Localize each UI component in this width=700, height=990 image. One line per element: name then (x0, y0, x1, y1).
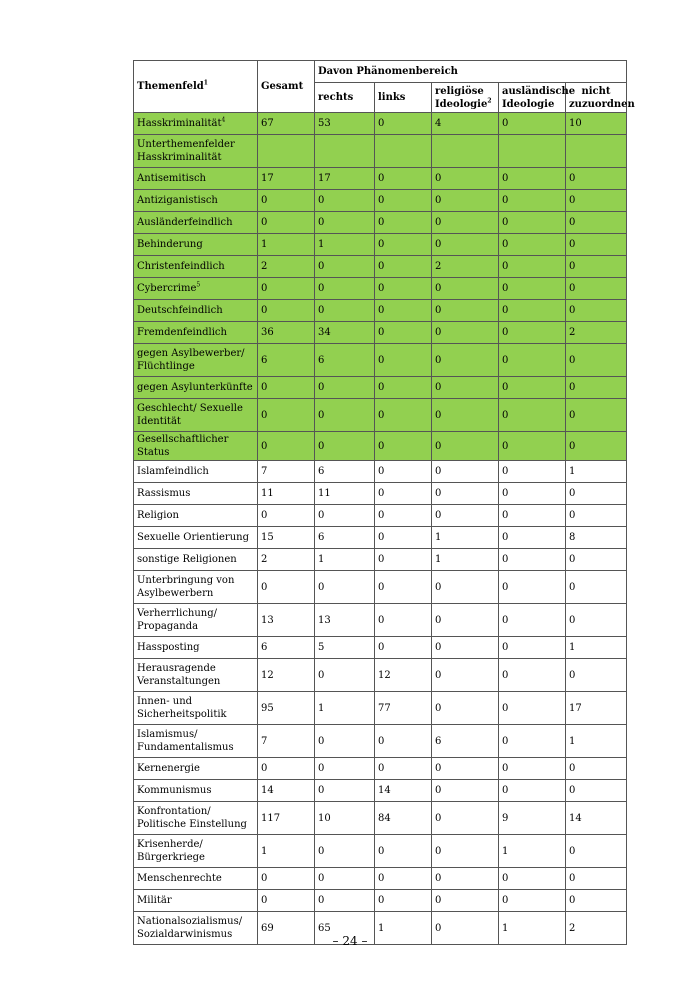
cell-gesamt: 14 (258, 780, 315, 802)
cell-nicht: 0 (566, 190, 627, 212)
cell-gesamt: 1 (258, 835, 315, 868)
row-label (134, 483, 258, 505)
cell-gesamt: 11 (258, 483, 315, 505)
row-label-text: Herausragende Veranstaltungen (137, 663, 221, 687)
cell-gesamt: 95 (258, 692, 315, 725)
cell-nicht: 0 (566, 168, 627, 190)
table-row (134, 868, 627, 890)
table-row (134, 802, 627, 835)
cell-links: 0 (375, 604, 432, 637)
row-label (134, 377, 258, 399)
row-label-footnote: 5 (196, 281, 201, 289)
cell-links: 0 (375, 322, 432, 344)
cell-rechts: 0 (315, 780, 375, 802)
cell-gesamt: 2 (258, 256, 315, 278)
header-themenfeld: Themenfeld$^1$ (134, 61, 258, 113)
cell-religioese: 0 (432, 692, 499, 725)
cell-religioese: 4 (432, 113, 499, 135)
row-label-text: Antiziganistisch (137, 195, 218, 206)
table-row (134, 300, 627, 322)
row-label (134, 527, 258, 549)
cell-religioese: 0 (432, 190, 499, 212)
table-row (134, 432, 627, 461)
cell-auslaendische: 0 (499, 190, 566, 212)
row-label (134, 659, 258, 692)
cell-nicht: 0 (566, 604, 627, 637)
cell-rechts: 0 (315, 212, 375, 234)
row-label-text: Ausländerfeindlich (137, 217, 233, 228)
row-label (134, 234, 258, 256)
cell-links: 0 (375, 278, 432, 300)
header-auslaendische-ideologie: ausländische Ideologie (499, 83, 566, 113)
cell-gesamt: 0 (258, 505, 315, 527)
cell-auslaendische: 0 (499, 758, 566, 780)
cell-links: 0 (375, 399, 432, 432)
row-label (134, 571, 258, 604)
cell-links: 0 (375, 344, 432, 377)
row-label-text: Islamismus/ Fundamentalismus (137, 729, 234, 753)
cell-rechts: 0 (315, 300, 375, 322)
cell-gesamt: 15 (258, 527, 315, 549)
row-label (134, 399, 258, 432)
cell-links: 0 (375, 571, 432, 604)
cell-nicht: 0 (566, 278, 627, 300)
cell-auslaendische: 0 (499, 256, 566, 278)
row-label (134, 637, 258, 659)
cell-gesamt: 0 (258, 278, 315, 300)
page-number: – 24 – (332, 934, 368, 948)
cell-rechts: 1 (315, 692, 375, 725)
cell-nicht: 1 (566, 725, 627, 758)
cell-links: 77 (375, 692, 432, 725)
cell-rechts: 1 (315, 234, 375, 256)
cell-religioese: 0 (432, 637, 499, 659)
cell-links (375, 135, 432, 168)
row-label-text: Hassposting (137, 642, 200, 653)
row-label-text: Militär (137, 895, 172, 906)
cell-links: 84 (375, 802, 432, 835)
cell-religioese: 0 (432, 571, 499, 604)
cell-links: 0 (375, 113, 432, 135)
cell-links: 0 (375, 890, 432, 912)
cell-rechts: 53 (315, 113, 375, 135)
cell-rechts: 0 (315, 659, 375, 692)
cell-links: 0 (375, 432, 432, 461)
cell-auslaendische: 1 (499, 835, 566, 868)
cell-gesamt: 0 (258, 300, 315, 322)
cell-links: 0 (375, 300, 432, 322)
cell-nicht: 0 (566, 571, 627, 604)
row-label (134, 758, 258, 780)
cell-gesamt: 0 (258, 890, 315, 912)
row-label-text: Christenfeindlich (137, 261, 225, 272)
cell-rechts: 10 (315, 802, 375, 835)
cell-gesamt: 0 (258, 190, 315, 212)
cell-nicht: 2 (566, 322, 627, 344)
row-label-text: Unterthemenfelder Hasskriminalität (137, 139, 235, 163)
cell-links: 0 (375, 483, 432, 505)
cell-nicht: 17 (566, 692, 627, 725)
cell-religioese: 0 (432, 234, 499, 256)
cell-links: 0 (375, 212, 432, 234)
cell-religioese: 0 (432, 505, 499, 527)
cell-religioese: 0 (432, 344, 499, 377)
table-row (134, 571, 627, 604)
cell-religioese: 0 (432, 868, 499, 890)
row-label (134, 692, 258, 725)
cell-rechts: 0 (315, 256, 375, 278)
cell-links: 1 (375, 912, 432, 945)
row-label (134, 780, 258, 802)
row-label (134, 212, 258, 234)
cell-nicht: 0 (566, 344, 627, 377)
row-label-text: Deutschfeindlich (137, 305, 223, 316)
cell-nicht: 0 (566, 483, 627, 505)
table-row (134, 549, 627, 571)
row-label (134, 344, 258, 377)
row-label-text: Menschenrechte (137, 873, 222, 884)
cell-gesamt: 0 (258, 432, 315, 461)
cell-links: 0 (375, 190, 432, 212)
row-label (134, 835, 258, 868)
cell-rechts: 0 (315, 432, 375, 461)
row-label-text: Hasskriminalität (137, 118, 222, 129)
cell-links: 0 (375, 461, 432, 483)
cell-gesamt: 13 (258, 604, 315, 637)
table-body (134, 113, 627, 945)
table-row (134, 344, 627, 377)
row-label (134, 802, 258, 835)
row-label (134, 300, 258, 322)
row-label-text: Verherrlichung/ Propaganda (137, 608, 218, 632)
row-label (134, 135, 258, 168)
row-label (134, 256, 258, 278)
table-row (134, 113, 627, 135)
cell-auslaendische: 0 (499, 344, 566, 377)
cell-nicht: 10 (566, 113, 627, 135)
cell-nicht: 0 (566, 890, 627, 912)
cell-auslaendische: 0 (499, 113, 566, 135)
cell-links: 0 (375, 505, 432, 527)
row-label (134, 432, 258, 461)
row-label (134, 322, 258, 344)
row-label-text: Krisenherde/ Bürgerkriege (137, 839, 205, 863)
cell-rechts: 0 (315, 278, 375, 300)
cell-rechts: 0 (315, 835, 375, 868)
cell-nicht: 1 (566, 461, 627, 483)
cell-nicht: 0 (566, 659, 627, 692)
row-label-text: Antisemitisch (137, 173, 206, 184)
table-row (134, 168, 627, 190)
cell-rechts: 0 (315, 725, 375, 758)
cell-religioese: 0 (432, 483, 499, 505)
cell-auslaendische: 9 (499, 802, 566, 835)
cell-gesamt: 7 (258, 461, 315, 483)
cell-religioese: 0 (432, 399, 499, 432)
cell-nicht: 2 (566, 912, 627, 945)
cell-rechts: 13 (315, 604, 375, 637)
cell-rechts: 0 (315, 190, 375, 212)
cell-religioese: 0 (432, 432, 499, 461)
cell-auslaendische: 0 (499, 212, 566, 234)
cell-links: 0 (375, 868, 432, 890)
table-row (134, 461, 627, 483)
cell-auslaendische: 0 (499, 571, 566, 604)
row-label-text: Cybercrime (137, 283, 197, 294)
row-label-text: Behinderung (137, 239, 203, 250)
row-label-text: Rassismus (137, 488, 191, 499)
table-row (134, 527, 627, 549)
cell-links: 0 (375, 168, 432, 190)
cell-auslaendische: 0 (499, 868, 566, 890)
statistics-table (133, 60, 635, 945)
cell-nicht: 0 (566, 758, 627, 780)
cell-rechts: 0 (315, 399, 375, 432)
cell-gesamt: 1 (258, 234, 315, 256)
row-label-text: Kommunismus (137, 785, 212, 796)
table-row (134, 322, 627, 344)
cell-religioese: 0 (432, 890, 499, 912)
table-row (134, 399, 627, 432)
row-label (134, 868, 258, 890)
row-label-text: gegen Asylunterkünfte (137, 382, 253, 393)
cell-religioese: 2 (432, 256, 499, 278)
table-row (134, 135, 627, 168)
cell-nicht: 14 (566, 802, 627, 835)
row-label-text: gegen Asylbewerber/ Flüchtlinge (137, 348, 245, 372)
row-label-text: Gesellschaftlicher Status (137, 434, 229, 458)
table-row (134, 190, 627, 212)
row-label-footnote: 4 (221, 116, 226, 124)
cell-nicht: 0 (566, 505, 627, 527)
cell-nicht: 0 (566, 212, 627, 234)
cell-nicht: 0 (566, 234, 627, 256)
cell-auslaendische (499, 135, 566, 168)
cell-gesamt: 2 (258, 549, 315, 571)
row-label-text: Religion (137, 510, 179, 521)
cell-auslaendische: 0 (499, 322, 566, 344)
cell-gesamt: 0 (258, 212, 315, 234)
row-label-text: sonstige Religionen (137, 554, 237, 565)
cell-gesamt: 69 (258, 912, 315, 945)
cell-nicht: 0 (566, 432, 627, 461)
cell-nicht: 0 (566, 868, 627, 890)
cell-gesamt: 0 (258, 377, 315, 399)
table-row (134, 637, 627, 659)
cell-gesamt: 0 (258, 868, 315, 890)
cell-gesamt: 36 (258, 322, 315, 344)
cell-gesamt: 17 (258, 168, 315, 190)
cell-links: 12 (375, 659, 432, 692)
cell-nicht: 0 (566, 835, 627, 868)
table-row (134, 483, 627, 505)
table-row (134, 604, 627, 637)
cell-rechts: 34 (315, 322, 375, 344)
cell-auslaendische: 0 (499, 637, 566, 659)
cell-auslaendische: 0 (499, 604, 566, 637)
row-label-text: Unterbringung von Asylbewerbern (137, 575, 235, 599)
cell-rechts: 65 (315, 912, 375, 945)
cell-nicht: 0 (566, 377, 627, 399)
cell-religioese: 0 (432, 168, 499, 190)
cell-rechts: 1 (315, 549, 375, 571)
cell-gesamt: 117 (258, 802, 315, 835)
row-label (134, 190, 258, 212)
cell-gesamt: 0 (258, 758, 315, 780)
cell-religioese: 6 (432, 725, 499, 758)
cell-religioese: 0 (432, 780, 499, 802)
cell-auslaendische: 0 (499, 432, 566, 461)
cell-links: 0 (375, 637, 432, 659)
header-group-phaenomenbereich: Davon Phänomenbereich (315, 61, 627, 83)
cell-auslaendische: 0 (499, 168, 566, 190)
cell-rechts: 5 (315, 637, 375, 659)
cell-auslaendische: 0 (499, 527, 566, 549)
row-label (134, 549, 258, 571)
cell-religioese: 0 (432, 912, 499, 945)
cell-gesamt: 12 (258, 659, 315, 692)
cell-links: 0 (375, 377, 432, 399)
cell-auslaendische: 0 (499, 399, 566, 432)
header-nicht-zuzuordnen: nicht zuzuordnen (566, 83, 627, 113)
cell-auslaendische: 0 (499, 461, 566, 483)
table-row (134, 692, 627, 725)
table-row (134, 256, 627, 278)
cell-religioese: 0 (432, 659, 499, 692)
cell-nicht: 8 (566, 527, 627, 549)
header-religioese-ideologie: religiöse Ideologie$^2$ (432, 83, 499, 113)
cell-religioese: 0 (432, 802, 499, 835)
cell-religioese (432, 135, 499, 168)
cell-nicht: 1 (566, 637, 627, 659)
cell-religioese: 1 (432, 549, 499, 571)
row-label (134, 461, 258, 483)
row-label-text: Islamfeindlich (137, 466, 209, 477)
cell-religioese: 0 (432, 461, 499, 483)
cell-auslaendische: 0 (499, 234, 566, 256)
cell-gesamt: 6 (258, 344, 315, 377)
cell-auslaendische: 0 (499, 780, 566, 802)
header-gesamt: Gesamt (258, 61, 315, 113)
cell-rechts (315, 135, 375, 168)
row-label (134, 725, 258, 758)
cell-links: 0 (375, 256, 432, 278)
table-row (134, 758, 627, 780)
table-row (134, 725, 627, 758)
table-row (134, 505, 627, 527)
cell-gesamt: 7 (258, 725, 315, 758)
cell-auslaendische: 0 (499, 549, 566, 571)
cell-auslaendische: 0 (499, 377, 566, 399)
cell-nicht: 0 (566, 256, 627, 278)
cell-nicht: 0 (566, 399, 627, 432)
cell-rechts: 6 (315, 344, 375, 377)
header-links: links (375, 83, 432, 113)
header-rechts: rechts (315, 83, 375, 113)
cell-rechts: 0 (315, 758, 375, 780)
cell-gesamt (258, 135, 315, 168)
cell-links: 0 (375, 835, 432, 868)
cell-rechts: 0 (315, 505, 375, 527)
cell-religioese: 0 (432, 300, 499, 322)
cell-auslaendische: 0 (499, 505, 566, 527)
cell-auslaendische: 0 (499, 890, 566, 912)
cell-auslaendische: 0 (499, 300, 566, 322)
cell-links: 0 (375, 758, 432, 780)
cell-auslaendische: 0 (499, 659, 566, 692)
cell-rechts: 11 (315, 483, 375, 505)
table-row (134, 659, 627, 692)
table-row (134, 835, 627, 868)
row-label-text: Fremdenfeindlich (137, 327, 227, 338)
cell-auslaendische: 0 (499, 725, 566, 758)
table-row (134, 278, 627, 300)
cell-rechts: 0 (315, 377, 375, 399)
cell-auslaendische: 0 (499, 483, 566, 505)
cell-religioese: 0 (432, 835, 499, 868)
cell-links: 0 (375, 527, 432, 549)
cell-religioese: 0 (432, 212, 499, 234)
cell-religioese: 0 (432, 278, 499, 300)
row-label (134, 890, 258, 912)
table-row (134, 780, 627, 802)
row-label-text: Sexuelle Orientierung (137, 532, 249, 543)
cell-gesamt: 6 (258, 637, 315, 659)
cell-auslaendische: 0 (499, 278, 566, 300)
cell-religioese: 0 (432, 604, 499, 637)
cell-rechts: 6 (315, 527, 375, 549)
row-label-text: Innen- und Sicherheitspolitik (137, 696, 227, 720)
cell-religioese: 0 (432, 322, 499, 344)
cell-auslaendische: 1 (499, 912, 566, 945)
cell-gesamt: 67 (258, 113, 315, 135)
cell-rechts: 0 (315, 571, 375, 604)
row-label (134, 278, 258, 300)
row-label (134, 168, 258, 190)
table-row (134, 890, 627, 912)
row-label (134, 113, 258, 135)
table-row (134, 212, 627, 234)
cell-links: 0 (375, 725, 432, 758)
row-label (134, 505, 258, 527)
row-label-text: Kernenergie (137, 763, 200, 774)
cell-links: 0 (375, 234, 432, 256)
cell-gesamt: 0 (258, 571, 315, 604)
cell-rechts: 17 (315, 168, 375, 190)
cell-religioese: 0 (432, 377, 499, 399)
cell-nicht: 0 (566, 300, 627, 322)
table-row (134, 234, 627, 256)
cell-gesamt: 0 (258, 399, 315, 432)
cell-rechts: 0 (315, 890, 375, 912)
table-row (134, 377, 627, 399)
cell-auslaendische: 0 (499, 692, 566, 725)
cell-religioese: 0 (432, 758, 499, 780)
cell-religioese: 1 (432, 527, 499, 549)
row-label-text: Konfrontation/ Politische Einstellung (137, 806, 247, 830)
cell-nicht (566, 135, 627, 168)
cell-nicht: 0 (566, 780, 627, 802)
row-label (134, 604, 258, 637)
row-label-text: Nationalsozialismus/ Sozialdarwinismus (137, 916, 243, 940)
cell-rechts: 0 (315, 868, 375, 890)
row-label-text: Geschlecht/ Sexuelle Identität (137, 403, 243, 427)
cell-rechts: 6 (315, 461, 375, 483)
cell-links: 14 (375, 780, 432, 802)
cell-links: 0 (375, 549, 432, 571)
cell-nicht: 0 (566, 549, 627, 571)
